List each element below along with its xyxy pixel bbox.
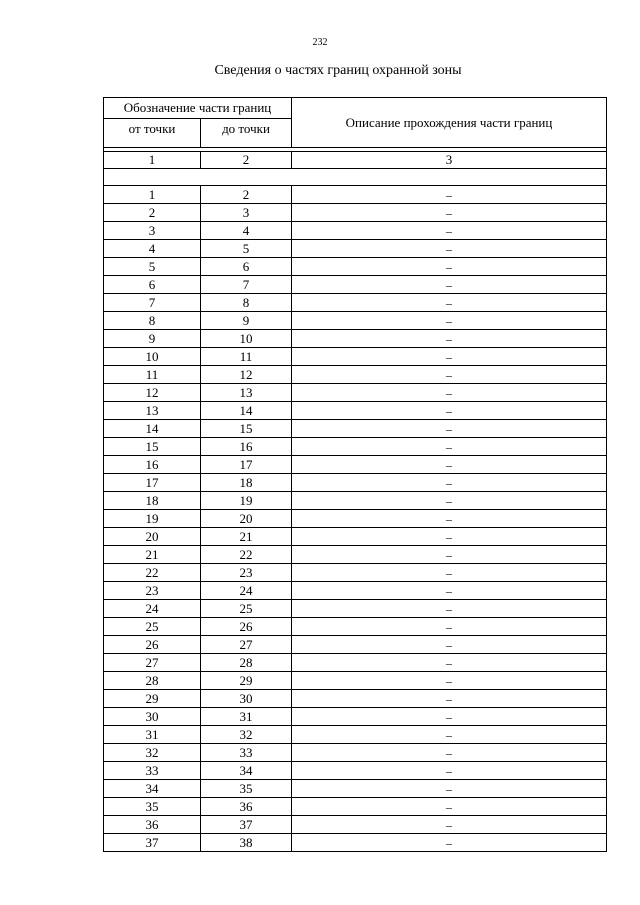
from-point-cell: 14	[104, 420, 201, 438]
description-cell: –	[292, 240, 607, 258]
column-number-3: 3	[292, 152, 607, 169]
to-point-cell: 33	[201, 744, 292, 762]
table-row	[104, 528, 607, 546]
table-row	[104, 546, 607, 564]
to-point-cell: 14	[201, 402, 292, 420]
from-point-cell: 31	[104, 726, 201, 744]
from-point-cell: 7	[104, 294, 201, 312]
description-cell: –	[292, 258, 607, 276]
from-point-cell: 29	[104, 690, 201, 708]
to-point-cell: 21	[201, 528, 292, 546]
from-point-cell: 5	[104, 258, 201, 276]
to-point-cell: 24	[201, 582, 292, 600]
to-point-cell: 6	[201, 258, 292, 276]
table-row	[104, 492, 607, 510]
description-cell: –	[292, 762, 607, 780]
to-point-cell: 17	[201, 456, 292, 474]
column-number-2: 2	[201, 152, 292, 169]
table-row	[104, 186, 607, 204]
from-point-cell: 24	[104, 600, 201, 618]
table-row	[104, 726, 607, 744]
from-point-cell: 35	[104, 798, 201, 816]
table-row	[104, 510, 607, 528]
description-cell: –	[292, 636, 607, 654]
from-point-cell: 20	[104, 528, 201, 546]
from-point-cell: 17	[104, 474, 201, 492]
from-point-cell: 33	[104, 762, 201, 780]
from-point-cell: 23	[104, 582, 201, 600]
table-row	[104, 600, 607, 618]
from-point-cell: 11	[104, 366, 201, 384]
from-point-cell: 8	[104, 312, 201, 330]
description-cell: –	[292, 402, 607, 420]
to-point-cell: 25	[201, 600, 292, 618]
to-point-cell: 11	[201, 348, 292, 366]
to-point-cell: 5	[201, 240, 292, 258]
to-point-cell: 34	[201, 762, 292, 780]
table-row	[104, 708, 607, 726]
table-row	[104, 816, 607, 834]
table-row	[104, 402, 607, 420]
to-point-cell: 7	[201, 276, 292, 294]
description-cell: –	[292, 510, 607, 528]
to-point-cell: 16	[201, 438, 292, 456]
description-cell: –	[292, 744, 607, 762]
description-cell: –	[292, 366, 607, 384]
description-cell: –	[292, 600, 607, 618]
document-title: Сведения о частях границ охранной зоны	[214, 63, 462, 78]
from-point-cell: 26	[104, 636, 201, 654]
table-row	[104, 384, 607, 402]
description-cell: –	[292, 348, 607, 366]
to-point-cell: 22	[201, 546, 292, 564]
table-row	[104, 582, 607, 600]
from-point-cell: 28	[104, 672, 201, 690]
to-point-cell: 23	[201, 564, 292, 582]
description-cell: –	[292, 186, 607, 204]
table-row	[104, 456, 607, 474]
header-to-point: до точки	[201, 119, 292, 148]
from-point-cell: 21	[104, 546, 201, 564]
description-cell: –	[292, 528, 607, 546]
table-row	[104, 312, 607, 330]
table-row	[104, 276, 607, 294]
description-cell: –	[292, 726, 607, 744]
from-point-cell: 13	[104, 402, 201, 420]
from-point-cell: 37	[104, 834, 201, 852]
from-point-cell: 15	[104, 438, 201, 456]
description-cell: –	[292, 798, 607, 816]
to-point-cell: 2	[201, 186, 292, 204]
table-row	[104, 240, 607, 258]
from-point-cell: 32	[104, 744, 201, 762]
description-cell: –	[292, 492, 607, 510]
description-cell: –	[292, 546, 607, 564]
from-point-cell: 36	[104, 816, 201, 834]
description-cell: –	[292, 834, 607, 852]
description-cell: –	[292, 438, 607, 456]
to-point-cell: 26	[201, 618, 292, 636]
from-point-cell: 12	[104, 384, 201, 402]
table-row	[104, 654, 607, 672]
table-row	[104, 222, 607, 240]
to-point-cell: 8	[201, 294, 292, 312]
to-point-cell: 12	[201, 366, 292, 384]
from-point-cell: 1	[104, 186, 201, 204]
table-row	[104, 348, 607, 366]
description-cell: –	[292, 816, 607, 834]
column-number-1: 1	[104, 152, 201, 169]
description-cell: –	[292, 582, 607, 600]
to-point-cell: 4	[201, 222, 292, 240]
description-cell: –	[292, 654, 607, 672]
from-point-cell: 25	[104, 618, 201, 636]
description-cell: –	[292, 456, 607, 474]
from-point-cell: 10	[104, 348, 201, 366]
table-row	[104, 780, 607, 798]
header-from-point: от точки	[104, 119, 201, 148]
from-point-cell: 27	[104, 654, 201, 672]
from-point-cell: 22	[104, 564, 201, 582]
description-cell: –	[292, 222, 607, 240]
header-description: Описание прохождения части границ	[292, 98, 607, 148]
to-point-cell: 9	[201, 312, 292, 330]
to-point-cell: 28	[201, 654, 292, 672]
description-cell: –	[292, 564, 607, 582]
section-row	[104, 169, 607, 186]
from-point-cell: 30	[104, 708, 201, 726]
description-cell: –	[292, 780, 607, 798]
to-point-cell: 32	[201, 726, 292, 744]
to-point-cell: 29	[201, 672, 292, 690]
description-cell: –	[292, 420, 607, 438]
to-point-cell: 31	[201, 708, 292, 726]
description-cell: –	[292, 474, 607, 492]
description-cell: –	[292, 312, 607, 330]
table-row	[104, 258, 607, 276]
table-row	[104, 474, 607, 492]
to-point-cell: 19	[201, 492, 292, 510]
description-cell: –	[292, 204, 607, 222]
table-row	[104, 294, 607, 312]
column-number-row	[104, 152, 607, 169]
to-point-cell: 30	[201, 690, 292, 708]
table-row	[104, 636, 607, 654]
header-boundary-designation: Обозначение части границ	[104, 98, 292, 119]
description-cell: –	[292, 384, 607, 402]
description-cell: –	[292, 690, 607, 708]
from-point-cell: 16	[104, 456, 201, 474]
from-point-cell: 34	[104, 780, 201, 798]
table-row	[104, 564, 607, 582]
table-row	[104, 798, 607, 816]
description-cell: –	[292, 672, 607, 690]
from-point-cell: 4	[104, 240, 201, 258]
table-row	[104, 618, 607, 636]
from-point-cell: 9	[104, 330, 201, 348]
table-row	[104, 672, 607, 690]
description-cell: –	[292, 618, 607, 636]
from-point-cell: 3	[104, 222, 201, 240]
from-point-cell: 2	[104, 204, 201, 222]
to-point-cell: 27	[201, 636, 292, 654]
description-cell: –	[292, 330, 607, 348]
to-point-cell: 35	[201, 780, 292, 798]
table-row	[104, 366, 607, 384]
description-cell: –	[292, 276, 607, 294]
table-row	[104, 762, 607, 780]
description-cell: –	[292, 294, 607, 312]
description-cell: –	[292, 708, 607, 726]
to-point-cell: 20	[201, 510, 292, 528]
table-row	[104, 690, 607, 708]
to-point-cell: 18	[201, 474, 292, 492]
from-point-cell: 6	[104, 276, 201, 294]
section-cell	[104, 169, 607, 186]
table-row	[104, 744, 607, 762]
to-point-cell: 36	[201, 798, 292, 816]
table-row	[104, 420, 607, 438]
to-point-cell: 38	[201, 834, 292, 852]
to-point-cell: 37	[201, 816, 292, 834]
table-row	[104, 330, 607, 348]
to-point-cell: 13	[201, 384, 292, 402]
table-header-row	[104, 98, 607, 119]
to-point-cell: 10	[201, 330, 292, 348]
table-row	[104, 204, 607, 222]
from-point-cell: 18	[104, 492, 201, 510]
to-point-cell: 3	[201, 204, 292, 222]
to-point-cell: 15	[201, 420, 292, 438]
table-row	[104, 834, 607, 852]
boundary-table	[103, 97, 607, 852]
from-point-cell: 19	[104, 510, 201, 528]
page-number: 232	[312, 37, 328, 48]
table-row	[104, 438, 607, 456]
